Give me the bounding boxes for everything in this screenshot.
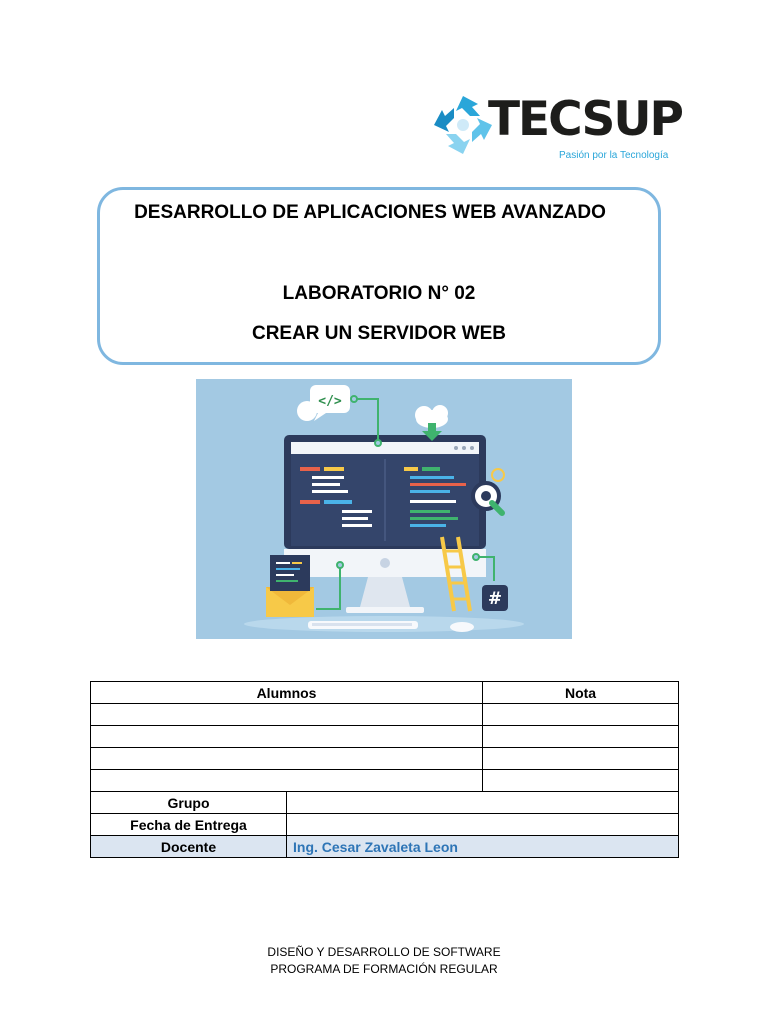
delivery-date-row: [91, 814, 679, 836]
table-row: [91, 770, 679, 792]
table-row: [91, 704, 679, 726]
code-tag-label: </>: [318, 394, 342, 409]
group-row: [91, 792, 679, 814]
group-value[interactable]: [287, 792, 679, 814]
header-grade: Nota: [483, 682, 679, 704]
tecsup-tagline: Pasión por la Tecnología: [559, 150, 669, 161]
title-box: [97, 187, 661, 365]
hash-badge-label: #: [487, 589, 503, 609]
footer-line-program: DISEÑO Y DESARROLLO DE SOFTWARE: [267, 945, 501, 959]
table-row: [91, 748, 679, 770]
teacher-name: Ing. Cesar Zavaleta Leon: [287, 836, 679, 858]
header-students: Alumnos: [91, 682, 483, 704]
student-name-cell[interactable]: [91, 748, 483, 770]
delivery-date-value[interactable]: [287, 814, 679, 836]
student-name-cell[interactable]: [91, 704, 483, 726]
teacher-row: [91, 836, 679, 858]
tecsup-arrows-icon: [432, 94, 494, 156]
tecsup-brand-text: TECSUP: [488, 92, 682, 147]
teacher-label: Docente: [91, 836, 287, 858]
student-grade-cell[interactable]: [483, 704, 679, 726]
student-name-cell[interactable]: [91, 726, 483, 748]
table-header-row: [91, 682, 679, 704]
tecsup-logo: [432, 92, 682, 164]
lab-number: LABORATORIO N° 02: [282, 283, 476, 304]
student-grade-cell[interactable]: [483, 726, 679, 748]
student-grade-cell[interactable]: [483, 770, 679, 792]
footer: [0, 944, 768, 978]
delivery-date-label: Fecha de Entrega: [91, 814, 287, 836]
student-grade-cell[interactable]: [483, 748, 679, 770]
student-grade-table: [90, 681, 679, 858]
lab-topic: CREAR UN SERVIDOR WEB: [251, 323, 507, 344]
group-label: Grupo: [91, 792, 287, 814]
footer-line-training: PROGRAMA DE FORMACIÓN REGULAR: [270, 962, 498, 976]
web-development-illustration: [196, 379, 572, 639]
table-row: [91, 726, 679, 748]
course-title: DESARROLLO DE APLICACIONES WEB AVANZADO: [134, 202, 606, 223]
student-name-cell[interactable]: [91, 770, 483, 792]
